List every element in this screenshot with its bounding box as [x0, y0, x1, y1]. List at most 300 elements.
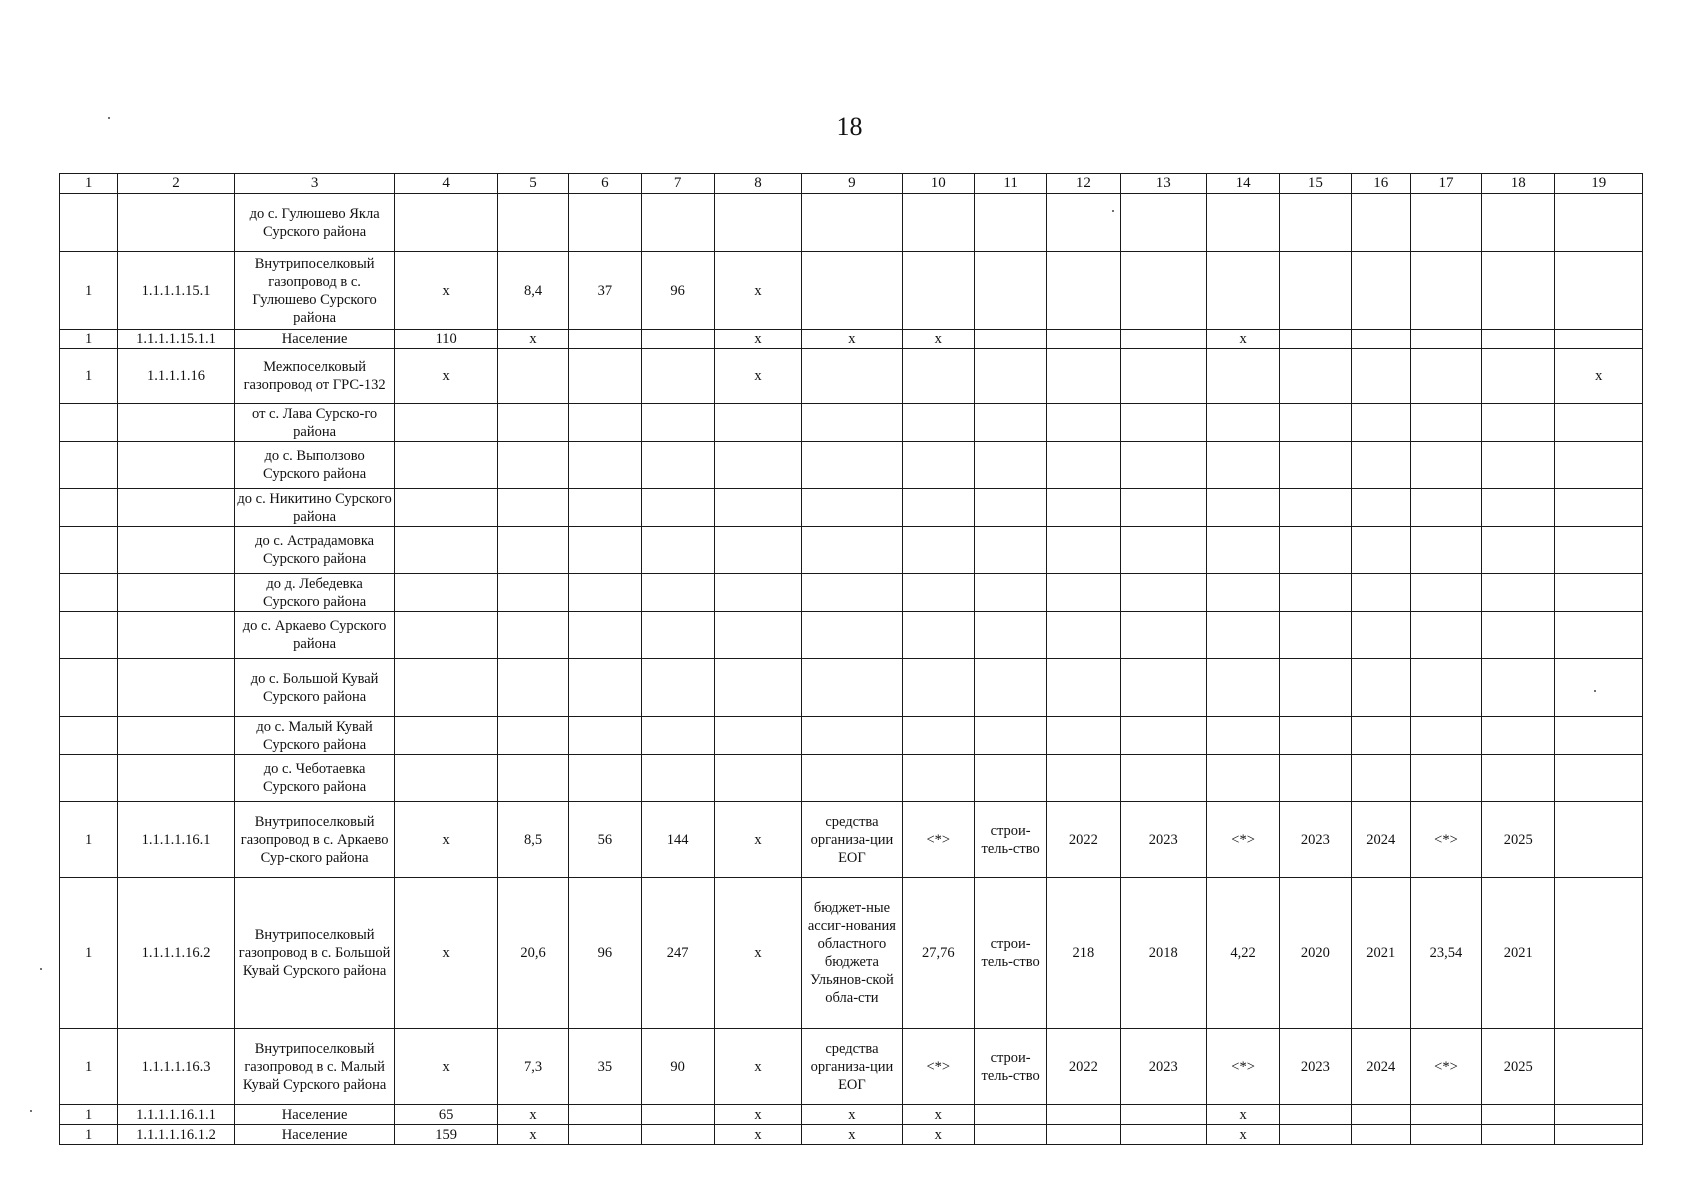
table-cell [802, 252, 902, 330]
table-cell: строи-тель-ство [974, 802, 1046, 878]
table-cell [1206, 574, 1279, 612]
table-cell [1047, 194, 1120, 252]
table-cell: 37 [569, 252, 641, 330]
table-cell [118, 574, 235, 612]
header-cell: 2 [118, 174, 235, 194]
table-cell [974, 442, 1046, 489]
table-cell [497, 574, 568, 612]
table-cell: х [395, 802, 497, 878]
table-cell: до с. Чеботаевка Сурского района [234, 755, 395, 802]
table-cell [1555, 878, 1643, 1029]
table-cell [1206, 612, 1279, 659]
table-cell: х [714, 802, 801, 878]
table-cell: 1 [60, 1029, 118, 1105]
table-cell: <*> [1206, 802, 1279, 878]
table-cell [118, 404, 235, 442]
table-cell: 1 [60, 252, 118, 330]
table-cell [1120, 1125, 1206, 1145]
table-cell: х [1206, 330, 1279, 349]
table-cell: х [395, 878, 497, 1029]
table-cell: Население [234, 330, 395, 349]
table-cell [1120, 755, 1206, 802]
table-cell [60, 194, 118, 252]
table-cell [1351, 442, 1410, 489]
table-cell [974, 330, 1046, 349]
table-cell [1120, 194, 1206, 252]
table-cell: х [802, 1125, 902, 1145]
table-row [60, 574, 1643, 612]
table-cell [60, 404, 118, 442]
table-cell: х [395, 1029, 497, 1105]
table-cell [1206, 659, 1279, 717]
table-cell [641, 194, 714, 252]
table-cell [902, 527, 974, 574]
table-cell [118, 442, 235, 489]
table-cell [118, 659, 235, 717]
table-cell: х [802, 1105, 902, 1125]
table-cell [1410, 612, 1481, 659]
table-cell [497, 489, 568, 527]
table-cell [974, 612, 1046, 659]
table-cell [1482, 252, 1555, 330]
table-cell [1280, 349, 1351, 404]
table-row [60, 717, 1643, 755]
table-cell [60, 717, 118, 755]
table-cell [395, 194, 497, 252]
header-cell: 13 [1120, 174, 1206, 194]
table-cell: 159 [395, 1125, 497, 1145]
table-row [60, 349, 1643, 404]
table-cell [569, 574, 641, 612]
table-cell [497, 755, 568, 802]
table-cell [1555, 1105, 1643, 1125]
table-cell: х [1555, 349, 1643, 404]
table-cell [1482, 489, 1555, 527]
table-cell: х [395, 252, 497, 330]
table-cell: 1.1.1.1.16.1 [118, 802, 235, 878]
table-cell [1555, 252, 1643, 330]
table-cell: 1 [60, 1105, 118, 1125]
table-cell: 8,4 [497, 252, 568, 330]
table-cell [395, 527, 497, 574]
table-cell: 2025 [1482, 802, 1555, 878]
table-cell: средства организа-ции ЕОГ [802, 1029, 902, 1105]
table-cell [1280, 717, 1351, 755]
table-cell [1410, 404, 1481, 442]
table-cell: от с. Лава Сурско-го района [234, 404, 395, 442]
table-cell [641, 659, 714, 717]
table-cell [1351, 349, 1410, 404]
table-cell [1280, 252, 1351, 330]
header-cell: 7 [641, 174, 714, 194]
table-cell: 2023 [1120, 802, 1206, 878]
table-cell [641, 404, 714, 442]
table-cell [1120, 717, 1206, 755]
table-cell: 1.1.1.1.16 [118, 349, 235, 404]
table-cell [1120, 404, 1206, 442]
table-cell [1280, 489, 1351, 527]
table-cell: до с. Астрадамовка Сурского района [234, 527, 395, 574]
table-cell: Население [234, 1125, 395, 1145]
table-cell [1410, 252, 1481, 330]
table-cell: х [714, 1105, 801, 1125]
table-cell [641, 527, 714, 574]
table-cell [1047, 612, 1120, 659]
scan-speck [40, 968, 42, 970]
table-cell [1120, 252, 1206, 330]
table-cell: до с. Аркаево Сурского района [234, 612, 395, 659]
table-cell [1555, 717, 1643, 755]
table-cell: х [902, 330, 974, 349]
table-cell [802, 527, 902, 574]
page-number: 18 [836, 112, 863, 141]
table-cell: 1.1.1.1.16.2 [118, 878, 235, 1029]
table-cell [60, 442, 118, 489]
table-cell [902, 612, 974, 659]
table-cell [1280, 659, 1351, 717]
table-cell [902, 659, 974, 717]
table-cell [1410, 574, 1481, 612]
header-cell: 1 [60, 174, 118, 194]
table-cell [1482, 1125, 1555, 1145]
scan-speck [108, 117, 110, 119]
table-cell: 23,54 [1410, 878, 1481, 1029]
table-cell [569, 527, 641, 574]
table-cell [1555, 330, 1643, 349]
table-cell [714, 612, 801, 659]
table-cell [714, 527, 801, 574]
table-cell: <*> [1206, 1029, 1279, 1105]
table-cell: строи-тель-ство [974, 1029, 1046, 1105]
header-cell: 14 [1206, 174, 1279, 194]
table-cell [569, 717, 641, 755]
table-cell [641, 1105, 714, 1125]
table-cell [1047, 717, 1120, 755]
table-cell: Население [234, 1105, 395, 1125]
table-cell [60, 574, 118, 612]
table-cell: х [497, 1105, 568, 1125]
table-cell [1280, 404, 1351, 442]
table-cell [1206, 252, 1279, 330]
table-cell [1482, 330, 1555, 349]
table-cell [641, 330, 714, 349]
table-cell [1482, 612, 1555, 659]
table-cell [497, 717, 568, 755]
table-cell [1410, 442, 1481, 489]
table-cell [1120, 349, 1206, 404]
table-cell [1280, 330, 1351, 349]
table-cell: до с. Выползово Сурского района [234, 442, 395, 489]
table-cell: 2022 [1047, 802, 1120, 878]
table-cell [60, 489, 118, 527]
table-cell [1120, 489, 1206, 527]
table-cell: 1 [60, 349, 118, 404]
table-cell [1280, 1125, 1351, 1145]
table-cell: 35 [569, 1029, 641, 1105]
table-cell [902, 442, 974, 489]
table-cell [1482, 404, 1555, 442]
table-row [60, 1105, 1643, 1125]
table-cell [569, 404, 641, 442]
table-cell: Внутрипоселковый газопровод в с. Большой Кувай Сурского района [234, 878, 395, 1029]
table-cell [1482, 194, 1555, 252]
table-cell [1120, 1105, 1206, 1125]
table-cell [1351, 404, 1410, 442]
table-cell [902, 404, 974, 442]
table-cell [1410, 1105, 1481, 1125]
table-cell: 1.1.1.1.16.1.2 [118, 1125, 235, 1145]
table-cell [1280, 527, 1351, 574]
table-cell [1280, 574, 1351, 612]
table-cell [802, 574, 902, 612]
table-cell [1555, 194, 1643, 252]
table-cell: х [714, 252, 801, 330]
table-cell [395, 442, 497, 489]
table-cell [569, 612, 641, 659]
table-cell [569, 1125, 641, 1145]
table-cell: 1.1.1.1.15.1 [118, 252, 235, 330]
table-cell [902, 755, 974, 802]
table-cell: 4,22 [1206, 878, 1279, 1029]
table-cell [802, 659, 902, 717]
table-cell: 1 [60, 1125, 118, 1145]
table-cell [1120, 612, 1206, 659]
table-cell [1206, 717, 1279, 755]
table-cell [1351, 1105, 1410, 1125]
table-cell [1047, 349, 1120, 404]
table-cell [1482, 442, 1555, 489]
table-cell: до д. Лебедевка Сурского района [234, 574, 395, 612]
header-cell: 4 [395, 174, 497, 194]
table-cell [395, 489, 497, 527]
table-cell [641, 489, 714, 527]
table-cell [902, 349, 974, 404]
table-cell [641, 349, 714, 404]
table-cell: Межпоселковый газопровод от ГРС-132 [234, 349, 395, 404]
table-cell: 2018 [1120, 878, 1206, 1029]
header-cell: 17 [1410, 174, 1481, 194]
table-cell [714, 442, 801, 489]
header-cell: 6 [569, 174, 641, 194]
table-cell [1351, 489, 1410, 527]
header-cell: 9 [802, 174, 902, 194]
table-cell [1410, 489, 1481, 527]
table-cell [1351, 527, 1410, 574]
table-cell [1120, 659, 1206, 717]
table-cell: до с. Никитино Сурского района [234, 489, 395, 527]
table-cell [569, 755, 641, 802]
header-cell: 10 [902, 174, 974, 194]
table-cell [641, 574, 714, 612]
table-cell [497, 527, 568, 574]
table-cell [60, 612, 118, 659]
table-cell [974, 404, 1046, 442]
table-cell [497, 194, 568, 252]
table-cell [802, 194, 902, 252]
table-cell [1555, 1125, 1643, 1145]
table-cell: <*> [902, 1029, 974, 1105]
header-cell: 18 [1482, 174, 1555, 194]
table-cell [1555, 755, 1643, 802]
table-cell: х [1206, 1105, 1279, 1125]
table-cell [1555, 659, 1643, 717]
table-cell [1120, 442, 1206, 489]
table-cell [569, 194, 641, 252]
table-row [60, 442, 1643, 489]
table-cell [395, 404, 497, 442]
table-cell [1555, 442, 1643, 489]
table-cell [497, 442, 568, 489]
table-cell [974, 1105, 1046, 1125]
table-cell [569, 1105, 641, 1125]
table-cell: х [714, 330, 801, 349]
table-cell: х [714, 878, 801, 1029]
table-cell [1047, 404, 1120, 442]
header-cell: 5 [497, 174, 568, 194]
table-cell [1482, 755, 1555, 802]
table-cell: 96 [569, 878, 641, 1029]
table-cell: х [902, 1105, 974, 1125]
data-table [59, 173, 1643, 1145]
table-cell: 65 [395, 1105, 497, 1125]
table-cell: 1 [60, 802, 118, 878]
table-cell [641, 612, 714, 659]
table-cell [1482, 717, 1555, 755]
table-cell [1351, 612, 1410, 659]
table-cell [1555, 612, 1643, 659]
table-cell [1482, 527, 1555, 574]
table-cell: х [802, 330, 902, 349]
table-cell: 110 [395, 330, 497, 349]
table-row [60, 404, 1643, 442]
table-cell [1206, 489, 1279, 527]
table-cell [1206, 404, 1279, 442]
table-cell [1280, 442, 1351, 489]
table-cell [1206, 194, 1279, 252]
table-cell: 2020 [1280, 878, 1351, 1029]
table-cell [1206, 442, 1279, 489]
table-row [60, 330, 1643, 349]
table-cell [802, 349, 902, 404]
table-cell [1120, 527, 1206, 574]
table-cell [974, 527, 1046, 574]
table-row [60, 612, 1643, 659]
table-cell [118, 527, 235, 574]
table-cell [974, 1125, 1046, 1145]
table-cell [902, 574, 974, 612]
table-cell [1047, 574, 1120, 612]
table-cell [1410, 330, 1481, 349]
table-cell: х [395, 349, 497, 404]
table-cell: 2024 [1351, 802, 1410, 878]
table-cell [974, 755, 1046, 802]
table-cell: 8,5 [497, 802, 568, 878]
table-cell [974, 252, 1046, 330]
table-cell [974, 574, 1046, 612]
table-cell [714, 717, 801, 755]
table-cell [802, 717, 902, 755]
table-cell: 56 [569, 802, 641, 878]
header-cell: 11 [974, 174, 1046, 194]
table-cell: 1.1.1.1.15.1.1 [118, 330, 235, 349]
table-row [60, 527, 1643, 574]
table-cell: средства организа-ции ЕОГ [802, 802, 902, 878]
table-cell [1280, 194, 1351, 252]
table-row [60, 878, 1643, 1029]
table-cell [641, 1125, 714, 1145]
table-cell: 2023 [1120, 1029, 1206, 1105]
table-cell [1206, 755, 1279, 802]
table-cell: 247 [641, 878, 714, 1029]
table-cell: Внутрипоселковый газопровод в с. Аркаево Сур-ского района [234, 802, 395, 878]
table-cell: <*> [902, 802, 974, 878]
table-cell [1555, 527, 1643, 574]
table-cell [497, 612, 568, 659]
table-cell [1047, 442, 1120, 489]
table-cell: 2023 [1280, 802, 1351, 878]
table-cell [802, 442, 902, 489]
table-cell [1047, 330, 1120, 349]
table-cell [974, 349, 1046, 404]
table-row [60, 194, 1643, 252]
table-cell [1351, 574, 1410, 612]
table-cell [118, 489, 235, 527]
table-row [60, 802, 1643, 878]
scan-speck [1112, 210, 1114, 212]
table-cell [1351, 330, 1410, 349]
table-cell [1047, 527, 1120, 574]
table-cell [1410, 659, 1481, 717]
table-cell [641, 442, 714, 489]
table-cell [569, 349, 641, 404]
table-cell [1482, 349, 1555, 404]
table-cell [1410, 349, 1481, 404]
table-cell [714, 404, 801, 442]
table-cell [1555, 802, 1643, 878]
table-cell [1410, 717, 1481, 755]
table-cell [569, 330, 641, 349]
table-cell: до с. Большой Кувай Сурского района [234, 659, 395, 717]
table-cell: х [497, 330, 568, 349]
table-cell [1555, 489, 1643, 527]
table-cell [118, 194, 235, 252]
table-cell [714, 659, 801, 717]
header-row [60, 174, 1643, 194]
table-cell [1047, 1105, 1120, 1125]
table-cell [1482, 574, 1555, 612]
table-cell [802, 404, 902, 442]
table-cell: <*> [1410, 1029, 1481, 1105]
table-cell [974, 659, 1046, 717]
table-cell [1047, 489, 1120, 527]
table-cell: 2022 [1047, 1029, 1120, 1105]
table-cell [1351, 252, 1410, 330]
table-cell [902, 194, 974, 252]
table-cell [1482, 659, 1555, 717]
table-cell [802, 612, 902, 659]
table-cell: 20,6 [497, 878, 568, 1029]
header-cell: 19 [1555, 174, 1643, 194]
table-cell: Внутрипоселковый газопровод в с. Гулюшево Сурского района [234, 252, 395, 330]
table-cell: 1 [60, 330, 118, 349]
table-cell [1280, 755, 1351, 802]
table-cell [802, 489, 902, 527]
table-cell [1047, 659, 1120, 717]
table-cell [902, 252, 974, 330]
table-cell: 2021 [1351, 878, 1410, 1029]
table-cell [714, 755, 801, 802]
table-cell [569, 442, 641, 489]
